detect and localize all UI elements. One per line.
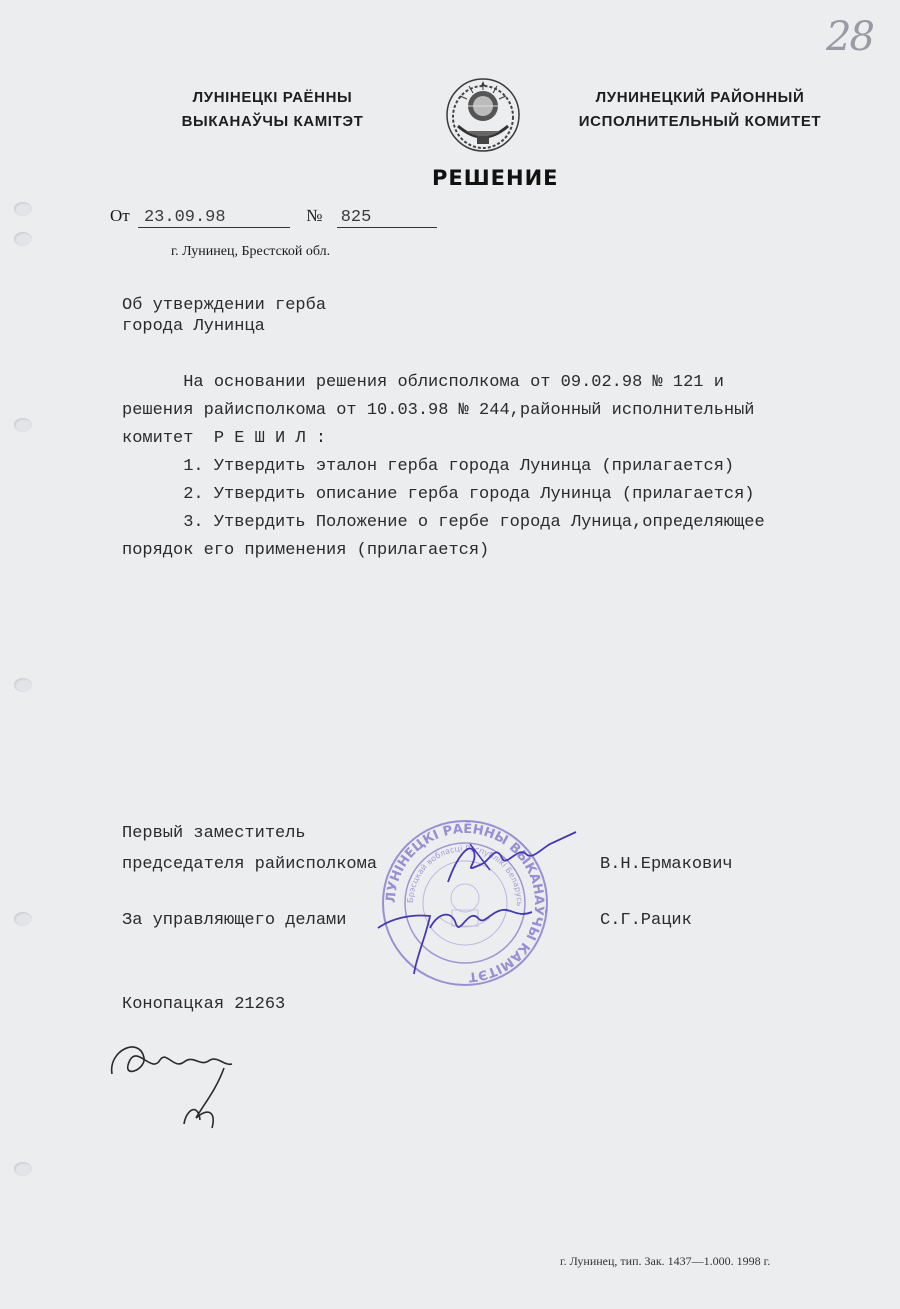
- header-right-line2: ИСПОЛНИТЕЛЬНЫЙ КОМИТЕТ: [578, 113, 822, 130]
- role2: За управляющего делами: [122, 911, 347, 930]
- punch-hole: [14, 678, 32, 692]
- role1-line2: председателя райисполкома: [122, 855, 378, 874]
- punch-hole: [14, 418, 32, 432]
- body-line: 1. Утвердить эталон герба города Лунинца (прилагается): [122, 457, 735, 476]
- footer-imprint: г. Лунинец, тип. Зак. 1437—1.000. 1998 г.: [560, 1254, 771, 1268]
- role1-line1: Первый заместитель: [122, 824, 306, 843]
- handwritten-mark: [100, 1030, 250, 1140]
- body-line: решения райисполкома от 10.03.98 № 244,районный исполнительный: [122, 401, 755, 420]
- from-label: От: [110, 206, 130, 225]
- punch-hole: [14, 912, 32, 926]
- stamp-outer-text: ЛУНІНЕЦКІ РАЁННЫ ВЫКАНАЎЧЫ КАМІТЭТ: [383, 821, 547, 985]
- body-line: 2. Утвердить описание герба города Лунинца (прилагается): [122, 485, 755, 504]
- subject-line2: города Лунинца: [122, 317, 265, 336]
- body-line: порядок его применения (прилагается): [122, 541, 490, 560]
- header-left-line1: ЛУНІНЕЦКІ РАЁННЫ: [192, 89, 353, 106]
- number-field: 825: [337, 206, 437, 228]
- header-right-line1: ЛУНИНЕЦКИЙ РАЙОННЫЙ: [595, 89, 805, 106]
- body-line: 3. Утвердить Положение о гербе города Луница,определяющее: [122, 513, 765, 532]
- date-field: 23.09.98: [138, 206, 290, 228]
- header-right: [560, 86, 840, 134]
- page-title: РЕШЕНИЕ: [432, 166, 559, 190]
- coat-of-arms-icon: [444, 76, 522, 154]
- body-text: [122, 369, 765, 565]
- signer1-name: В.Н.Ермакович: [600, 855, 733, 874]
- signer2-name: С.Г.Рацик: [600, 911, 692, 930]
- meta-line: [110, 206, 437, 228]
- number-label: №: [306, 206, 323, 225]
- punch-hole: [14, 232, 32, 246]
- body-line: На основании решения облисполкома от 09.02.98 № 121 и: [122, 373, 724, 392]
- punch-hole: [14, 202, 32, 216]
- signature-1: [430, 824, 580, 894]
- signature-2: [372, 888, 542, 978]
- place-line: г. Лунинец, Брестской обл.: [171, 244, 331, 259]
- punch-hole: [14, 1162, 32, 1176]
- executor: Конопацкая 21263: [122, 995, 286, 1014]
- header-left-line2: ВЫКАНАЎЧЫ КАМІТЭТ: [181, 113, 364, 130]
- archive-number: 28: [826, 14, 873, 60]
- header-left: [150, 86, 395, 134]
- body-line: комитет Р Е Ш И Л :: [122, 429, 327, 448]
- stamp-inner-text: Брэсцкай вобласці Рэспублікі Беларусь: [405, 843, 525, 907]
- subject-line1: Об утверждении герба: [122, 296, 327, 315]
